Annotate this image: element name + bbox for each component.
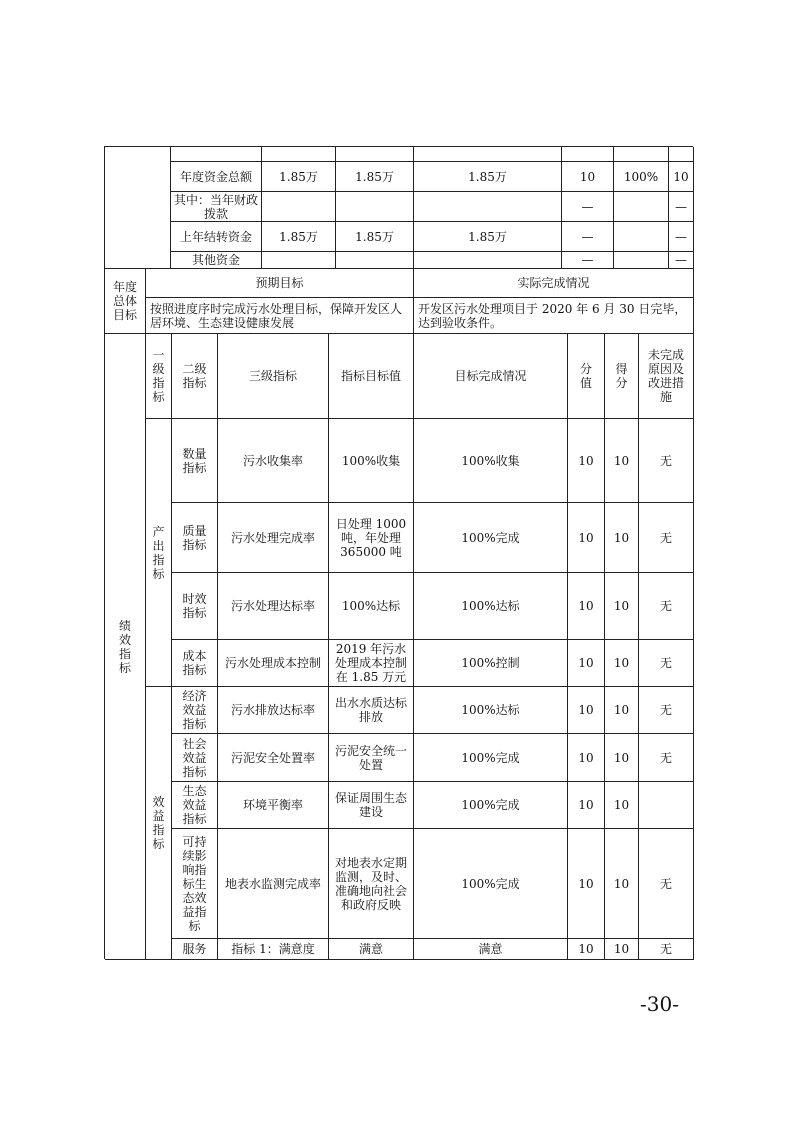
perf-cell-got-text: 10 bbox=[613, 942, 630, 956]
perf-cell-got bbox=[605, 734, 639, 782]
perf-header-text: 指标目标值 bbox=[340, 369, 401, 383]
perf-cell-target-text: 保证周围生态建设 bbox=[334, 791, 407, 819]
funds-cell-c2 bbox=[336, 222, 414, 252]
perf-cell-l2 bbox=[172, 419, 218, 503]
perf-cell-l2-text: 成本指标 bbox=[182, 649, 207, 677]
funds-cell-c6 bbox=[669, 222, 694, 252]
perf-cell-reason-text: 无 bbox=[659, 876, 672, 891]
perf-cell-l2 bbox=[172, 573, 218, 640]
funds-empty-cell bbox=[336, 147, 414, 162]
perf-cell-l3 bbox=[218, 829, 329, 939]
perf-cell-got bbox=[605, 829, 639, 939]
perf-cell-done bbox=[414, 734, 568, 782]
perf-header bbox=[605, 334, 639, 419]
perf-cell-done-text: 100%达标 bbox=[461, 703, 520, 717]
perf-cell-l3 bbox=[218, 640, 329, 687]
funds-cell-c2 bbox=[336, 192, 414, 222]
perf-cell-score bbox=[568, 419, 605, 503]
perf-cell-l2-text: 经济效益指标 bbox=[182, 689, 207, 731]
perf-cell-l2-text: 可持续影响指标生态效益指标 bbox=[182, 834, 207, 933]
funds-empty-cell bbox=[669, 147, 694, 162]
perf-cell-l2 bbox=[172, 503, 218, 573]
funds-cell-label bbox=[171, 192, 262, 222]
perf-header bbox=[146, 334, 172, 419]
perf-cell-reason bbox=[639, 419, 694, 503]
perf-cell-l3 bbox=[218, 939, 329, 960]
funds-cell-c1-text: 1.85万 bbox=[279, 229, 318, 244]
page-number: -30- bbox=[640, 992, 679, 1016]
funds-cell-c3 bbox=[414, 192, 562, 222]
perf-cell-done-text: 满意 bbox=[478, 942, 503, 956]
perf-cell-target bbox=[329, 782, 414, 829]
funds-cell-c6 bbox=[669, 252, 694, 269]
funds-cell-c3 bbox=[414, 162, 562, 192]
perf-cell-l3-text: 污泥安全处置率 bbox=[230, 750, 315, 765]
funds-empty-cell bbox=[414, 147, 562, 162]
perf-cell-target bbox=[329, 734, 414, 782]
funds-cell-c6-text: — bbox=[675, 229, 687, 244]
perf-cell-target bbox=[329, 573, 414, 640]
perf-cell-done bbox=[414, 503, 568, 573]
funds-cell-c4-text: — bbox=[581, 229, 594, 244]
perf-header bbox=[414, 334, 568, 419]
perf-cell-got-text: 10 bbox=[613, 703, 630, 717]
funds-cell-c1 bbox=[262, 162, 336, 192]
funds-cell-c1-text: 1.85万 bbox=[279, 169, 318, 184]
performance-table bbox=[104, 146, 693, 959]
funds-cell-c6-text: — bbox=[675, 199, 687, 214]
funds-cell-label bbox=[171, 222, 262, 252]
perf-header-text: 三级指标 bbox=[248, 369, 297, 383]
perf-cell-score-text: 10 bbox=[578, 599, 594, 613]
funds-cell-c2-text: 1.85万 bbox=[355, 229, 394, 244]
funds-cell-label-text: 上年结转资金 bbox=[179, 229, 252, 244]
actual-header-text: 实际完成情况 bbox=[517, 276, 590, 290]
perf-cell-done bbox=[414, 829, 568, 939]
perf-cell-done-text: 100%控制 bbox=[461, 656, 520, 670]
funds-cell-c6 bbox=[669, 162, 694, 192]
funds-cell-c6-text: 10 bbox=[673, 169, 689, 184]
group-benefit-text: 效益指标 bbox=[152, 795, 165, 851]
perf-cell-reason-text: 无 bbox=[659, 530, 672, 545]
perf-cell-reason bbox=[639, 939, 694, 960]
perf-cell-done bbox=[414, 939, 568, 960]
perf-cell-reason-text: 无 bbox=[659, 453, 672, 468]
perf-cell-l2 bbox=[172, 939, 218, 960]
perf-cell-l2-text: 服务 bbox=[182, 942, 207, 956]
funds-blank-cell bbox=[105, 147, 171, 269]
funds-cell-c4 bbox=[562, 252, 614, 269]
funds-cell-c4 bbox=[562, 192, 614, 222]
funds-cell-c3 bbox=[414, 252, 562, 269]
perf-header bbox=[218, 334, 329, 419]
perf-cell-l2 bbox=[172, 640, 218, 687]
perf-header-text: 分值 bbox=[579, 362, 592, 390]
perf-header-text: 一级指标 bbox=[152, 348, 165, 404]
funds-cell-label-text: 年度资金总额 bbox=[179, 169, 252, 184]
perf-cell-l2-text: 生态效益指标 bbox=[182, 784, 207, 826]
perf-cell-done-text: 100%完成 bbox=[461, 530, 520, 545]
perf-cell-l3 bbox=[218, 419, 329, 503]
perf-cell-target-text: 出水水质达标排放 bbox=[334, 696, 407, 724]
funds-cell-c1 bbox=[262, 192, 336, 222]
funds-cell-c4 bbox=[562, 162, 614, 192]
perf-cell-score-text: 10 bbox=[578, 453, 594, 468]
expected-goal-text: 按照进度序时完成污水处理目标，保障开发区人居环境、生态建设健康发展 bbox=[150, 301, 403, 330]
perf-cell-score bbox=[568, 939, 605, 960]
perf-cell-got bbox=[605, 687, 639, 734]
perf-cell-done bbox=[414, 419, 568, 503]
funds-cell-c1 bbox=[262, 252, 336, 269]
perf-cell-reason bbox=[639, 687, 694, 734]
perf-cell-l2 bbox=[172, 734, 218, 782]
perf-cell-done-text: 100%完成 bbox=[461, 876, 520, 891]
perf-cell-l3-text: 污水处理完成率 bbox=[230, 530, 315, 545]
perf-cell-reason bbox=[639, 782, 694, 829]
perf-cell-score bbox=[568, 829, 605, 939]
perf-cell-got bbox=[605, 419, 639, 503]
perf-cell-score-text: 10 bbox=[578, 656, 594, 670]
goal-label bbox=[105, 269, 146, 334]
perf-cell-score bbox=[568, 503, 605, 573]
perf-cell-done bbox=[414, 687, 568, 734]
perf-cell-reason bbox=[639, 640, 694, 687]
funds-empty-cell bbox=[562, 147, 614, 162]
actual-result bbox=[414, 298, 694, 334]
funds-cell-c4-text: — bbox=[581, 253, 594, 267]
funds-cell-c5 bbox=[614, 222, 669, 252]
perf-cell-score bbox=[568, 687, 605, 734]
group-benefit bbox=[146, 687, 172, 960]
funds-cell-c2 bbox=[336, 252, 414, 269]
expected-header-text: 预期目标 bbox=[255, 276, 304, 290]
perf-header-text: 二级指标 bbox=[182, 362, 207, 390]
perf-cell-l3-text: 地表水监测完成率 bbox=[224, 876, 321, 891]
funds-cell-c4 bbox=[562, 222, 614, 252]
funds-cell-c6-text: — bbox=[675, 253, 687, 267]
expected-goal bbox=[146, 298, 414, 334]
funds-cell-c5 bbox=[614, 252, 669, 269]
perf-header bbox=[172, 334, 218, 419]
funds-cell-c6 bbox=[669, 192, 694, 222]
perf-cell-got bbox=[605, 939, 639, 960]
funds-cell-c5 bbox=[614, 162, 669, 192]
perf-cell-target bbox=[329, 939, 414, 960]
perf-header-text: 得分 bbox=[615, 362, 628, 390]
perf-cell-score-text: 10 bbox=[578, 798, 594, 812]
perf-cell-l2-text: 社会效益指标 bbox=[182, 736, 207, 779]
funds-cell-c3-text: 1.85万 bbox=[468, 229, 507, 244]
perf-cell-target-text: 100%达标 bbox=[341, 599, 401, 613]
perf-cell-done bbox=[414, 782, 568, 829]
group-output-text: 产出指标 bbox=[152, 524, 165, 581]
perf-cell-got-text: 10 bbox=[613, 750, 630, 765]
perf-cell-reason bbox=[639, 503, 694, 573]
funds-cell-label-text: 其中：当年财政拨款 bbox=[173, 192, 258, 221]
perf-cell-l3 bbox=[218, 503, 329, 573]
perf-cell-done-text: 100%收集 bbox=[461, 453, 520, 468]
funds-empty-cell bbox=[171, 147, 262, 162]
funds-cell-label bbox=[171, 162, 262, 192]
perf-cell-done-text: 100%完成 bbox=[461, 750, 520, 765]
perf-cell-done-text: 100%达标 bbox=[461, 599, 520, 613]
perf-cell-done bbox=[414, 573, 568, 640]
funds-empty-cell bbox=[262, 147, 336, 162]
perf-cell-reason bbox=[639, 573, 694, 640]
funds-cell-c2 bbox=[336, 162, 414, 192]
funds-cell-c1 bbox=[262, 222, 336, 252]
perf-cell-target bbox=[329, 419, 414, 503]
perf-cell-target-text: 100%收集 bbox=[341, 453, 401, 468]
perf-header bbox=[329, 334, 414, 419]
perf-cell-got-text: 10 bbox=[613, 876, 630, 891]
perf-cell-score-text: 10 bbox=[578, 703, 594, 717]
perf-cell-got bbox=[605, 782, 639, 829]
perf-cell-score bbox=[568, 573, 605, 640]
actual-result-text: 开发区污水处理项目于 2020 年 6 月 30 日完毕，达到验收条件。 bbox=[418, 301, 687, 330]
perf-cell-reason-text: 无 bbox=[659, 942, 672, 956]
perf-cell-score-text: 10 bbox=[578, 530, 594, 545]
perf-cell-reason-text: 无 bbox=[659, 750, 672, 765]
perf-cell-done-text: 100%完成 bbox=[461, 798, 520, 812]
funds-cell-c5 bbox=[614, 192, 669, 222]
perf-cell-l2-text: 数量指标 bbox=[182, 446, 207, 475]
funds-cell-label bbox=[171, 252, 262, 269]
perf-header-text: 目标完成情况 bbox=[454, 369, 527, 383]
perf-cell-score bbox=[568, 640, 605, 687]
perf-cell-target-text: 污泥安全统一处置 bbox=[334, 743, 407, 772]
perf-cell-l3-text: 污水收集率 bbox=[242, 453, 303, 468]
funds-cell-c2-text: 1.85万 bbox=[355, 169, 394, 184]
expected-header bbox=[146, 269, 414, 298]
actual-header bbox=[414, 269, 694, 298]
perf-cell-reason-text: 无 bbox=[659, 599, 672, 613]
perf-cell-l3 bbox=[218, 687, 329, 734]
perf-header bbox=[639, 334, 694, 419]
perf-cell-l3-text: 污水处理达标率 bbox=[230, 599, 315, 613]
perf-cell-l2-text: 质量指标 bbox=[182, 523, 207, 552]
perf-cell-l3-text: 污水处理成本控制 bbox=[224, 656, 321, 670]
perf-cell-l3-text: 指标 1：满意度 bbox=[231, 942, 315, 956]
perf-cell-score-text: 10 bbox=[578, 876, 594, 891]
perf-cell-target bbox=[329, 640, 414, 687]
perf-cell-l2-text: 时效指标 bbox=[182, 592, 207, 620]
perf-cell-got bbox=[605, 640, 639, 687]
perf-cell-target-text: 满意 bbox=[358, 942, 383, 956]
perf-cell-l2 bbox=[172, 829, 218, 939]
perf-cell-l3-text: 污水排放达标率 bbox=[230, 703, 315, 717]
perf-cell-target-text: 日处理 1000 吨，年处理 365000 吨 bbox=[335, 516, 407, 559]
funds-cell-c4-text: 10 bbox=[579, 169, 596, 184]
perf-cell-l3-text: 环境平衡率 bbox=[242, 798, 303, 812]
perf-cell-got-text: 10 bbox=[613, 599, 630, 613]
perf-cell-l3 bbox=[218, 782, 329, 829]
funds-empty-cell bbox=[614, 147, 669, 162]
perf-label bbox=[105, 334, 146, 960]
perf-cell-l3 bbox=[218, 734, 329, 782]
perf-label-text: 绩效指标 bbox=[118, 618, 131, 675]
funds-cell-c4-text: — bbox=[581, 199, 594, 214]
perf-cell-target bbox=[329, 829, 414, 939]
perf-header bbox=[568, 334, 605, 419]
funds-cell-c5-text: 100% bbox=[623, 169, 659, 184]
perf-cell-l2 bbox=[172, 782, 218, 829]
perf-cell-l2 bbox=[172, 687, 218, 734]
perf-cell-reason bbox=[639, 734, 694, 782]
perf-cell-score bbox=[568, 782, 605, 829]
perf-cell-score bbox=[568, 734, 605, 782]
funds-cell-c3-text: 1.85万 bbox=[468, 169, 507, 184]
perf-cell-reason-text: 无 bbox=[659, 656, 672, 670]
goal-label-text: 年度总体目标 bbox=[112, 280, 137, 322]
funds-cell-label-text: 其他资金 bbox=[191, 253, 240, 267]
funds-cell-c3 bbox=[414, 222, 562, 252]
perf-cell-target-text: 对地表水定期监测，及时、准确地向社会和政府反映 bbox=[334, 855, 407, 912]
perf-cell-got bbox=[605, 503, 639, 573]
perf-cell-score-text: 10 bbox=[578, 750, 594, 765]
perf-cell-got bbox=[605, 573, 639, 640]
group-output bbox=[146, 419, 172, 687]
perf-cell-target bbox=[329, 687, 414, 734]
perf-cell-got-text: 10 bbox=[613, 656, 630, 670]
perf-cell-reason bbox=[639, 829, 694, 939]
perf-header-text: 未完成原因及改进措施 bbox=[647, 348, 684, 404]
perf-cell-target-text: 2019 年污水处理成本控制在 1.85 万元 bbox=[334, 642, 407, 684]
perf-cell-reason-text: 无 bbox=[659, 703, 672, 717]
perf-cell-score-text: 10 bbox=[578, 942, 594, 956]
perf-cell-got-text: 10 bbox=[613, 453, 630, 468]
perf-cell-got-text: 10 bbox=[613, 530, 630, 545]
perf-cell-target bbox=[329, 503, 414, 573]
perf-cell-got-text: 10 bbox=[613, 798, 630, 812]
perf-cell-l3 bbox=[218, 573, 329, 640]
perf-cell-done bbox=[414, 640, 568, 687]
